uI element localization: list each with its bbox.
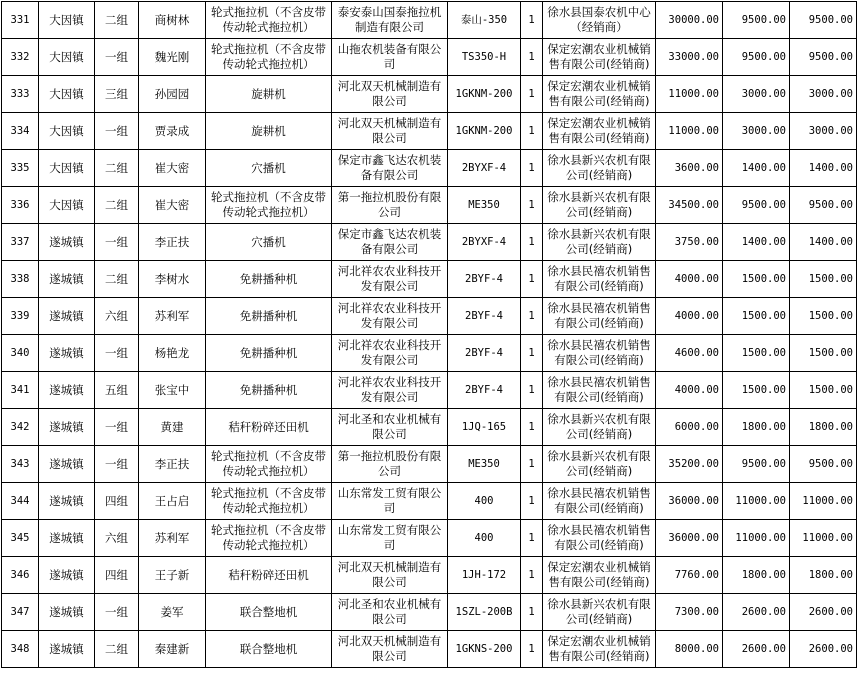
dealer-cell: 徐水县新兴农机有限公司(经销商) xyxy=(543,594,656,631)
town-cell: 遂城镇 xyxy=(39,446,95,483)
group-cell: 一组 xyxy=(95,335,139,372)
subsidy-cell: 11000.00 xyxy=(723,483,790,520)
table-row xyxy=(2,113,857,150)
total-cell: 11000.00 xyxy=(790,483,857,520)
qty-cell: 1 xyxy=(521,557,543,594)
qty-cell: 1 xyxy=(521,224,543,261)
town-cell: 大因镇 xyxy=(39,187,95,224)
dealer-cell: 保定宏潮农业机械销售有限公司(经销商) xyxy=(543,631,656,668)
name-cell: 杨艳龙 xyxy=(139,335,206,372)
name-cell: 崔大密 xyxy=(139,150,206,187)
town-cell: 大因镇 xyxy=(39,39,95,76)
name-cell: 苏利军 xyxy=(139,298,206,335)
table-row xyxy=(2,409,857,446)
maker-cell: 山东常发工贸有限公司 xyxy=(332,483,448,520)
machine-cell: 轮式拖拉机（不含皮带传动轮式拖拉机） xyxy=(206,2,332,39)
maker-cell: 泰安泰山国泰拖拉机制造有限公司 xyxy=(332,2,448,39)
group-cell: 五组 xyxy=(95,372,139,409)
model-cell: ME350 xyxy=(448,446,521,483)
price-cell: 4000.00 xyxy=(656,261,723,298)
model-cell: 1SZL-200B xyxy=(448,594,521,631)
price-cell: 35200.00 xyxy=(656,446,723,483)
maker-cell: 第一拖拉机股份有限公司 xyxy=(332,187,448,224)
total-cell: 1500.00 xyxy=(790,298,857,335)
total-cell: 2600.00 xyxy=(790,594,857,631)
table-row xyxy=(2,557,857,594)
seq-cell: 342 xyxy=(2,409,39,446)
qty-cell: 1 xyxy=(521,261,543,298)
seq-cell: 335 xyxy=(2,150,39,187)
name-cell: 贾录成 xyxy=(139,113,206,150)
name-cell: 张宝中 xyxy=(139,372,206,409)
seq-cell: 334 xyxy=(2,113,39,150)
model-cell: 400 xyxy=(448,520,521,557)
total-cell: 1400.00 xyxy=(790,150,857,187)
seq-cell: 339 xyxy=(2,298,39,335)
town-cell: 大因镇 xyxy=(39,113,95,150)
town-cell: 遂城镇 xyxy=(39,557,95,594)
seq-cell: 340 xyxy=(2,335,39,372)
table-row xyxy=(2,224,857,261)
price-cell: 3750.00 xyxy=(656,224,723,261)
town-cell: 遂城镇 xyxy=(39,483,95,520)
subsidy-cell: 1400.00 xyxy=(723,150,790,187)
group-cell: 一组 xyxy=(95,113,139,150)
town-cell: 遂城镇 xyxy=(39,298,95,335)
seq-cell: 331 xyxy=(2,2,39,39)
machine-cell: 轮式拖拉机（不含皮带传动轮式拖拉机） xyxy=(206,39,332,76)
maker-cell: 河北祥农农业科技开发有限公司 xyxy=(332,298,448,335)
total-cell: 11000.00 xyxy=(790,520,857,557)
dealer-cell: 徐水县民禧农机销售有限公司(经销商) xyxy=(543,298,656,335)
maker-cell: 山东常发工贸有限公司 xyxy=(332,520,448,557)
town-cell: 遂城镇 xyxy=(39,335,95,372)
model-cell: ME350 xyxy=(448,187,521,224)
total-cell: 1800.00 xyxy=(790,409,857,446)
price-cell: 3600.00 xyxy=(656,150,723,187)
dealer-cell: 徐水县国泰农机中心（经销商） xyxy=(543,2,656,39)
subsidy-cell: 1500.00 xyxy=(723,298,790,335)
price-cell: 4000.00 xyxy=(656,298,723,335)
qty-cell: 1 xyxy=(521,409,543,446)
dealer-cell: 徐水县民禧农机销售有限公司(经销商) xyxy=(543,261,656,298)
table-row xyxy=(2,520,857,557)
dealer-cell: 徐水县新兴农机有限公司(经销商) xyxy=(543,224,656,261)
group-cell: 二组 xyxy=(95,631,139,668)
seq-cell: 333 xyxy=(2,76,39,113)
name-cell: 李正扶 xyxy=(139,224,206,261)
seq-cell: 343 xyxy=(2,446,39,483)
town-cell: 遂城镇 xyxy=(39,372,95,409)
town-cell: 遂城镇 xyxy=(39,594,95,631)
model-cell: 泰山-350 xyxy=(448,2,521,39)
machine-cell: 轮式拖拉机（不含皮带传动轮式拖拉机） xyxy=(206,446,332,483)
dealer-cell: 徐水县民禧农机销售有限公司(经销商) xyxy=(543,520,656,557)
name-cell: 商树林 xyxy=(139,2,206,39)
name-cell: 崔大密 xyxy=(139,187,206,224)
model-cell: 1GKNM-200 xyxy=(448,113,521,150)
town-cell: 遂城镇 xyxy=(39,409,95,446)
seq-cell: 341 xyxy=(2,372,39,409)
model-cell: 1JH-172 xyxy=(448,557,521,594)
group-cell: 二组 xyxy=(95,2,139,39)
table-row xyxy=(2,372,857,409)
qty-cell: 1 xyxy=(521,631,543,668)
price-cell: 6000.00 xyxy=(656,409,723,446)
dealer-cell: 保定宏潮农业机械销售有限公司(经销商) xyxy=(543,557,656,594)
price-cell: 34500.00 xyxy=(656,187,723,224)
model-cell: 2BYF-4 xyxy=(448,261,521,298)
maker-cell: 河北双天机械制造有限公司 xyxy=(332,557,448,594)
dealer-cell: 徐水县新兴农机有限公司(经销商) xyxy=(543,409,656,446)
name-cell: 秦建新 xyxy=(139,631,206,668)
model-cell: 2BYXF-4 xyxy=(448,150,521,187)
machine-cell: 穴播机 xyxy=(206,150,332,187)
dealer-cell: 徐水县新兴农机有限公司(经销商) xyxy=(543,150,656,187)
name-cell: 李正扶 xyxy=(139,446,206,483)
price-cell: 36000.00 xyxy=(656,483,723,520)
name-cell: 王子新 xyxy=(139,557,206,594)
qty-cell: 1 xyxy=(521,446,543,483)
total-cell: 9500.00 xyxy=(790,187,857,224)
subsidy-cell: 11000.00 xyxy=(723,520,790,557)
group-cell: 四组 xyxy=(95,483,139,520)
subsidy-cell: 3000.00 xyxy=(723,113,790,150)
group-cell: 一组 xyxy=(95,224,139,261)
qty-cell: 1 xyxy=(521,2,543,39)
town-cell: 大因镇 xyxy=(39,150,95,187)
qty-cell: 1 xyxy=(521,483,543,520)
model-cell: 2BYF-4 xyxy=(448,372,521,409)
maker-cell: 山拖农机装备有限公司 xyxy=(332,39,448,76)
table-row xyxy=(2,2,857,39)
group-cell: 三组 xyxy=(95,76,139,113)
total-cell: 3000.00 xyxy=(790,76,857,113)
model-cell: 2BYF-4 xyxy=(448,298,521,335)
name-cell: 王占启 xyxy=(139,483,206,520)
qty-cell: 1 xyxy=(521,594,543,631)
seq-cell: 336 xyxy=(2,187,39,224)
dealer-cell: 徐水县民禧农机销售有限公司(经销商) xyxy=(543,372,656,409)
subsidy-cell: 9500.00 xyxy=(723,187,790,224)
maker-cell: 河北祥农农业科技开发有限公司 xyxy=(332,261,448,298)
machine-cell: 穴播机 xyxy=(206,224,332,261)
total-cell: 2600.00 xyxy=(790,631,857,668)
qty-cell: 1 xyxy=(521,113,543,150)
group-cell: 一组 xyxy=(95,594,139,631)
machine-cell: 联合整地机 xyxy=(206,631,332,668)
group-cell: 一组 xyxy=(95,446,139,483)
dealer-cell: 徐水县民禧农机销售有限公司(经销商) xyxy=(543,335,656,372)
subsidy-cell: 2600.00 xyxy=(723,631,790,668)
maker-cell: 河北祥农农业科技开发有限公司 xyxy=(332,372,448,409)
dealer-cell: 保定宏潮农业机械销售有限公司(经销商) xyxy=(543,76,656,113)
machine-cell: 旋耕机 xyxy=(206,113,332,150)
seq-cell: 348 xyxy=(2,631,39,668)
price-cell: 36000.00 xyxy=(656,520,723,557)
subsidy-cell: 1500.00 xyxy=(723,372,790,409)
model-cell: 400 xyxy=(448,483,521,520)
name-cell: 李树水 xyxy=(139,261,206,298)
dealer-cell: 徐水县民禧农机销售有限公司(经销商) xyxy=(543,483,656,520)
price-cell: 30000.00 xyxy=(656,2,723,39)
seq-cell: 345 xyxy=(2,520,39,557)
group-cell: 二组 xyxy=(95,261,139,298)
price-cell: 33000.00 xyxy=(656,39,723,76)
group-cell: 六组 xyxy=(95,520,139,557)
model-cell: 2BYXF-4 xyxy=(448,224,521,261)
table-body xyxy=(2,2,857,668)
seq-cell: 332 xyxy=(2,39,39,76)
qty-cell: 1 xyxy=(521,298,543,335)
total-cell: 9500.00 xyxy=(790,39,857,76)
subsidy-cell: 1800.00 xyxy=(723,557,790,594)
table-row xyxy=(2,335,857,372)
dealer-cell: 徐水县新兴农机有限公司(经销商) xyxy=(543,187,656,224)
maker-cell: 河北圣和农业机械有限公司 xyxy=(332,594,448,631)
subsidy-cell: 1500.00 xyxy=(723,261,790,298)
total-cell: 1500.00 xyxy=(790,261,857,298)
machine-cell: 免耕播种机 xyxy=(206,261,332,298)
total-cell: 3000.00 xyxy=(790,113,857,150)
group-cell: 二组 xyxy=(95,150,139,187)
total-cell: 9500.00 xyxy=(790,2,857,39)
qty-cell: 1 xyxy=(521,187,543,224)
seq-cell: 338 xyxy=(2,261,39,298)
town-cell: 遂城镇 xyxy=(39,631,95,668)
dealer-cell: 徐水县新兴农机有限公司(经销商) xyxy=(543,446,656,483)
machine-cell: 轮式拖拉机（不含皮带传动轮式拖拉机） xyxy=(206,520,332,557)
dealer-cell: 保定宏潮农业机械销售有限公司(经销商) xyxy=(543,39,656,76)
price-cell: 11000.00 xyxy=(656,113,723,150)
model-cell: 1JQ-165 xyxy=(448,409,521,446)
town-cell: 遂城镇 xyxy=(39,261,95,298)
model-cell: 1GKNM-200 xyxy=(448,76,521,113)
town-cell: 遂城镇 xyxy=(39,520,95,557)
machine-cell: 免耕播种机 xyxy=(206,372,332,409)
town-cell: 遂城镇 xyxy=(39,224,95,261)
name-cell: 黄建 xyxy=(139,409,206,446)
dealer-cell: 保定宏潮农业机械销售有限公司(经销商) xyxy=(543,113,656,150)
model-cell: TS350-H xyxy=(448,39,521,76)
machine-cell: 秸秆粉碎还田机 xyxy=(206,557,332,594)
machine-cell: 轮式拖拉机（不含皮带传动轮式拖拉机） xyxy=(206,483,332,520)
seq-cell: 344 xyxy=(2,483,39,520)
table-row xyxy=(2,631,857,668)
maker-cell: 第一拖拉机股份有限公司 xyxy=(332,446,448,483)
model-cell: 1GKNS-200 xyxy=(448,631,521,668)
price-cell: 7300.00 xyxy=(656,594,723,631)
group-cell: 二组 xyxy=(95,187,139,224)
subsidy-cell: 1500.00 xyxy=(723,335,790,372)
seq-cell: 346 xyxy=(2,557,39,594)
group-cell: 一组 xyxy=(95,39,139,76)
table-row xyxy=(2,483,857,520)
price-cell: 11000.00 xyxy=(656,76,723,113)
name-cell: 姜军 xyxy=(139,594,206,631)
machine-cell: 旋耕机 xyxy=(206,76,332,113)
maker-cell: 保定市鑫飞达农机装备有限公司 xyxy=(332,224,448,261)
seq-cell: 337 xyxy=(2,224,39,261)
model-cell: 2BYF-4 xyxy=(448,335,521,372)
table-row xyxy=(2,446,857,483)
table-row xyxy=(2,39,857,76)
town-cell: 大因镇 xyxy=(39,76,95,113)
town-cell: 大因镇 xyxy=(39,2,95,39)
qty-cell: 1 xyxy=(521,335,543,372)
price-cell: 4600.00 xyxy=(656,335,723,372)
subsidy-table xyxy=(1,1,857,668)
machine-cell: 免耕播种机 xyxy=(206,298,332,335)
group-cell: 一组 xyxy=(95,409,139,446)
machine-cell: 联合整地机 xyxy=(206,594,332,631)
maker-cell: 保定市鑫飞达农机装备有限公司 xyxy=(332,150,448,187)
machine-cell: 免耕播种机 xyxy=(206,335,332,372)
table-row xyxy=(2,76,857,113)
table-row xyxy=(2,298,857,335)
maker-cell: 河北双天机械制造有限公司 xyxy=(332,631,448,668)
total-cell: 9500.00 xyxy=(790,446,857,483)
seq-cell: 347 xyxy=(2,594,39,631)
qty-cell: 1 xyxy=(521,150,543,187)
subsidy-cell: 1800.00 xyxy=(723,409,790,446)
group-cell: 六组 xyxy=(95,298,139,335)
qty-cell: 1 xyxy=(521,76,543,113)
qty-cell: 1 xyxy=(521,39,543,76)
name-cell: 苏利军 xyxy=(139,520,206,557)
machine-cell: 轮式拖拉机（不含皮带传动轮式拖拉机） xyxy=(206,187,332,224)
price-cell: 4000.00 xyxy=(656,372,723,409)
table-row xyxy=(2,594,857,631)
name-cell: 魏光刚 xyxy=(139,39,206,76)
qty-cell: 1 xyxy=(521,520,543,557)
subsidy-cell: 9500.00 xyxy=(723,39,790,76)
total-cell: 1800.00 xyxy=(790,557,857,594)
total-cell: 1400.00 xyxy=(790,224,857,261)
maker-cell: 河北圣和农业机械有限公司 xyxy=(332,409,448,446)
maker-cell: 河北双天机械制造有限公司 xyxy=(332,113,448,150)
table-row xyxy=(2,261,857,298)
subsidy-cell: 9500.00 xyxy=(723,446,790,483)
qty-cell: 1 xyxy=(521,372,543,409)
table-row xyxy=(2,187,857,224)
group-cell: 四组 xyxy=(95,557,139,594)
subsidy-cell: 3000.00 xyxy=(723,76,790,113)
machine-cell: 秸秆粉碎还田机 xyxy=(206,409,332,446)
total-cell: 1500.00 xyxy=(790,335,857,372)
table-row xyxy=(2,150,857,187)
price-cell: 8000.00 xyxy=(656,631,723,668)
subsidy-cell: 9500.00 xyxy=(723,2,790,39)
maker-cell: 河北双天机械制造有限公司 xyxy=(332,76,448,113)
subsidy-cell: 2600.00 xyxy=(723,594,790,631)
subsidy-cell: 1400.00 xyxy=(723,224,790,261)
name-cell: 孙园园 xyxy=(139,76,206,113)
total-cell: 1500.00 xyxy=(790,372,857,409)
maker-cell: 河北祥农农业科技开发有限公司 xyxy=(332,335,448,372)
price-cell: 7760.00 xyxy=(656,557,723,594)
